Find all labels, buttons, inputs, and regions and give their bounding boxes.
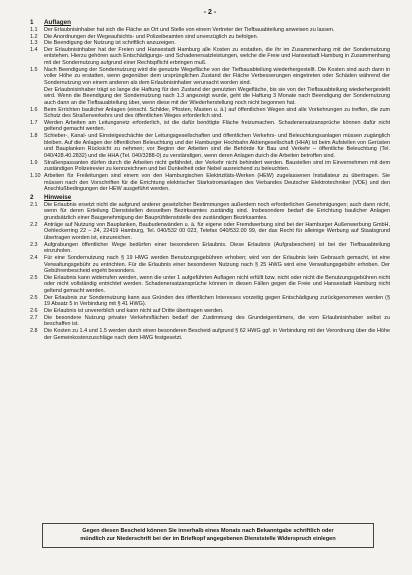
clause-number: 2.5 xyxy=(30,294,38,301)
clause-paragraph: Der Erlaubnisinhaber trägt so lange die Haftung für den Zustand der genutzten Wegefläche, bis sie von der Tiefbauabteilung wiederhergestellt wird. Wenn die Beendigung der Sondernutzung nach 1.3 angezeigt wurde, geht die Haftung 3 Monate nach Beendigung der Sondernutzung auch dann an die Tiefbauabteilung über, wenn diese mit der Wiederherstellung noch nicht begonnen hat. xyxy=(44,86,390,106)
clause-body xyxy=(44,133,390,160)
section-heading xyxy=(30,194,390,202)
section-heading xyxy=(30,19,390,27)
clause-paragraph: Die Kosten zu 1.4 und 1.5 werden durch einen besonderen Bescheid aufgrund § 62 HWG ggf. in Verbindung mit der Verordnung über die Höhe der Gemeinkostenzuschläge nach dem HWG festgesetzt. xyxy=(44,327,390,341)
clause-paragraph: Arbeiten für Freileitungen sind einem von den Hamburgischen Elektrizitäts-Werken (HEW) zugelassenen Installateur zu übertragen. Sie müssen nach den Vorschriften für die Errichtung elektrischer Starkstromanlagen des Verbandes Deutscher Elektrotechniker (VDE) und den Anschlußbedingungen der HEW ausgeführt werden. xyxy=(44,172,390,193)
clause-item xyxy=(30,295,390,308)
clause-number: 1.2 xyxy=(30,33,38,40)
clause-paragraph: Der Erlaubnisinhaber hat sich die Fläche an Ort und Stelle von einem Vertreter der Tiefbauabteilung anweisen zu lassen. xyxy=(44,26,335,33)
section-number: 2 xyxy=(30,193,34,201)
appeal-notice-box xyxy=(42,523,374,548)
clause-body xyxy=(44,160,390,173)
clause-body xyxy=(44,47,390,67)
clause-item xyxy=(30,133,390,160)
clause-item xyxy=(30,160,390,173)
clause-body xyxy=(44,275,390,295)
clause-body xyxy=(44,222,390,242)
clause-number: 2.6 xyxy=(30,307,38,314)
clause-paragraph: Die Erlaubnis ersetzt nicht die aufgrund anderer gesetzlicher Bestimmungen außerdem noch erforderlichen Genehmigungen; auch dann nicht, wenn für deren Erteilung Dienststellen desselben Bezirksamtes zuständig sind. Insbesondere bedarf die Errichtung baulicher Anlagen grundsätzlich einer Baugenehmigung der Bauprüfdienststelle des zuständigen Bezirksamtes. xyxy=(44,201,390,222)
clause-paragraph: Der Erlaubnis zur Sondernutzung kann aus Gründen des öffentlichen Interesses vorzeitig gegen Entschädigung zurückgenommen werden (§ 19 Absatz 5 in Verbindung mit § 41 HWG). xyxy=(44,294,390,308)
clause-body xyxy=(44,202,390,222)
clause-body xyxy=(44,120,390,133)
clause-body xyxy=(44,315,390,328)
clause-body xyxy=(44,40,390,47)
section-title: Hinweise xyxy=(44,193,72,201)
clause-body xyxy=(44,242,390,255)
clause-body xyxy=(44,27,390,34)
clause-number: 1.9 xyxy=(30,159,38,166)
clause-item xyxy=(30,315,390,328)
clause-body xyxy=(44,295,390,308)
clause-paragraph: Für eine Sondernutzung nach § 19 HWG werden Benutzungsgebühren erhoben; wird von der Erlaubnis kein Gebrauch gemacht, ist eine Verwaltungsgebühr zu entrichten. Für die Erlaubnis einer besonderen Nutzung nach § 25 HWG wird eine Verwaltungsgebühr erhoben. Der Gebührenbescheid ergeht besonders. xyxy=(44,254,390,275)
clause-item xyxy=(30,275,390,295)
clause-number: 1.1 xyxy=(30,26,38,33)
clause-body xyxy=(44,67,390,107)
clause-number: 1.7 xyxy=(30,119,38,126)
sections-container xyxy=(30,19,390,341)
section-title: Auflagen xyxy=(44,19,71,26)
clause-number: 1.10 xyxy=(30,172,41,179)
clause-paragraph: Die Erlaubnis kann widerrufen werden, wenn die unter 1 aufgeführten Auflagen nicht erfüllt bzw. nicht oder nicht die Benutzungsgebühren nicht oder nicht vollständig entrichtet werden. Schadenersatzansprüche können in diesen Fällen gegen die Freie und Hansestadt Hamburg nicht geltend gemacht werden. xyxy=(44,274,390,295)
clause-number: 2.5 xyxy=(30,274,38,281)
clause-item xyxy=(30,242,390,255)
clause-paragraph: Schieber-, Kanal- und Einsteigeschächte der Leitungsgesellschaften und öffentlichen Verkehrs- und Beleuchtungsanlagen müssen zugänglich bleiben. Auf die Anlagen der öffentlichen Beleuchtung und der Hamburger Hochbahn Aktiengesellschaft (HHA) ist beim Aufstellen von Gerüsten und Bauplanken Rücksicht zu nehmen; vor Beginn der Arbeiten sind die Behörde für Bau und Verkehr – öffentliche Beleuchtung (Tel. 040/428.40.2832) und die HHA (Tel. 040/3288-0) zu verständigen, wenn deren Anlagen durch die Arbeiten betroffen sind. xyxy=(44,133,390,160)
clause-body xyxy=(44,328,390,341)
section-hinweise xyxy=(30,194,390,341)
clause-paragraph: Beim Errichten baulicher Anlagen (einschl. Schilder, Pfosten, Masten u. ä.) auf öffentlichen Wegen sind alle Vorkehrungen zu treffen, die zum Schutz des Straßenverkehrs und des öffentlichen Weges erforderlich sind. xyxy=(44,106,390,120)
clause-number: 1.4 xyxy=(30,46,38,53)
clause-item xyxy=(30,173,390,193)
clause-number: 2.8 xyxy=(30,327,38,334)
clause-number: 2.7 xyxy=(30,314,38,321)
clause-item xyxy=(30,120,390,133)
clause-item xyxy=(30,222,390,242)
page-number: - 2 - xyxy=(203,9,217,16)
appeal-notice-line-1: Gegen diesen Bescheid können Sie innerhalb eines Monats nach Bekanntgabe schriftlich oder xyxy=(82,528,334,534)
clause-paragraph: Nach Beendigung der Sondernutzung wird die genutzte Wegefläche von der Tiefbauabteilung wiederhergestellt. Die Kosten sind auch dann in voller Höhe zu erstatten, wenn gegenüber dem ursprünglichen Zustand der Fläche Verbesserungen eingetreten oder Schäden während der Sondernutzung von einem anderen als dem Erlaubnisinhaber verursacht worden sind. xyxy=(44,66,390,86)
clause-body xyxy=(44,255,390,275)
clause-paragraph: Die besondere Nutzung privater Verkehrsflächen bedarf der Zustimmung des Grundeigentümers, die vom Erlaubnisinhaber selbst zu beschaffen ist. xyxy=(44,314,390,328)
clause-item xyxy=(30,67,390,107)
clause-number: 2.2 xyxy=(30,221,38,228)
clause-number: 1.5 xyxy=(30,66,38,73)
clause-paragraph: Anträge auf Nutzung von Bauplanken, Baubudenwänden u. ä. für eigene oder Fremdwerbung sind bei der Hamburger Außenwerbung GmbH, Oehleckerring 22 – 24, 22419 Hamburg, Tel. 040/532 00 023, Telefax 040/532.00 99, der das Recht für alleinige Werbung auf Staatsgrund übertragen worden ist, einzureichen. xyxy=(44,221,390,241)
clause-item xyxy=(30,47,390,67)
appeal-notice-line-2: mündlich zur Niederschrift bei der im Briefkopf angegebenen Dienststelle Widerspruch einlegen xyxy=(80,536,336,543)
section-auflagen xyxy=(30,19,390,193)
clause-paragraph: Werden Arbeiten am Leitungsnetz erforderlich, ist die dafür benötigte Fläche freizumachen. Schadenersatzansprüche können dafür nicht geltend gemacht werden. xyxy=(44,119,390,133)
clause-body xyxy=(44,173,390,193)
clause-item xyxy=(30,34,390,41)
clause-number: 2.3 xyxy=(30,241,38,248)
clause-item xyxy=(30,255,390,275)
clause-item xyxy=(30,308,390,315)
section-number: 1 xyxy=(30,19,34,26)
clause-paragraph: Die Anordnungen der Wegeaufsichts- und Polizeibeamten sind unverzüglich zu befolgen. xyxy=(44,33,259,40)
clause-body xyxy=(44,107,390,120)
clause-paragraph: Straßenpassanten dürfen durch die Arbeiten nicht gefährdet, der Verkehr nicht behindert werden. Baustellen sind im Einvernehmen mit dem zuständigen Polizeirevier zu kennzeichnen und bei Dunkelheit oder Nebel ausreichend zu beleuchten. xyxy=(44,159,390,173)
clause-item xyxy=(30,107,390,120)
clause-paragraph: Der Erlaubnisinhaber hat der Freien und Hansestadt Hamburg alle Kosten zu erstatten, die ihr im Zusammenhang mit der Sondernutzung entstehen. Hierzu gehören auch Entschädigungs- und Schadenersatzleistungen, welche die Freie und Hansestadt Hamburg in Zusammenhang mit der Sondernutzung aufgrund einer Rechtspflicht erbringen muß. xyxy=(44,46,390,67)
clause-body xyxy=(44,34,390,41)
clause-number: 1.6 xyxy=(30,106,38,113)
clause-number: 2.1 xyxy=(30,201,38,208)
clause-number: 2.4 xyxy=(30,254,38,261)
clause-item xyxy=(30,328,390,341)
clause-paragraph: Die Erlaubnis ist unvererblich und kann nicht auf Dritte übertragen werden. xyxy=(44,307,224,314)
clause-item xyxy=(30,40,390,47)
clause-number: 1.3 xyxy=(30,40,38,47)
clause-item xyxy=(30,202,390,222)
clause-item xyxy=(30,27,390,34)
clause-body xyxy=(44,308,390,315)
clause-paragraph: Die Beendigung der Nutzung ist schriftlich anzuzeigen. xyxy=(44,40,176,47)
clause-number: 1.8 xyxy=(30,133,38,140)
clause-paragraph: Aufgrabungen öffentlicher Wege bedürfen einer besonderen Erlaubnis. Diese Erlaubnis (Aufgrabeschein) ist bei der Tiefbauabteilung einzuholen. xyxy=(44,241,390,255)
